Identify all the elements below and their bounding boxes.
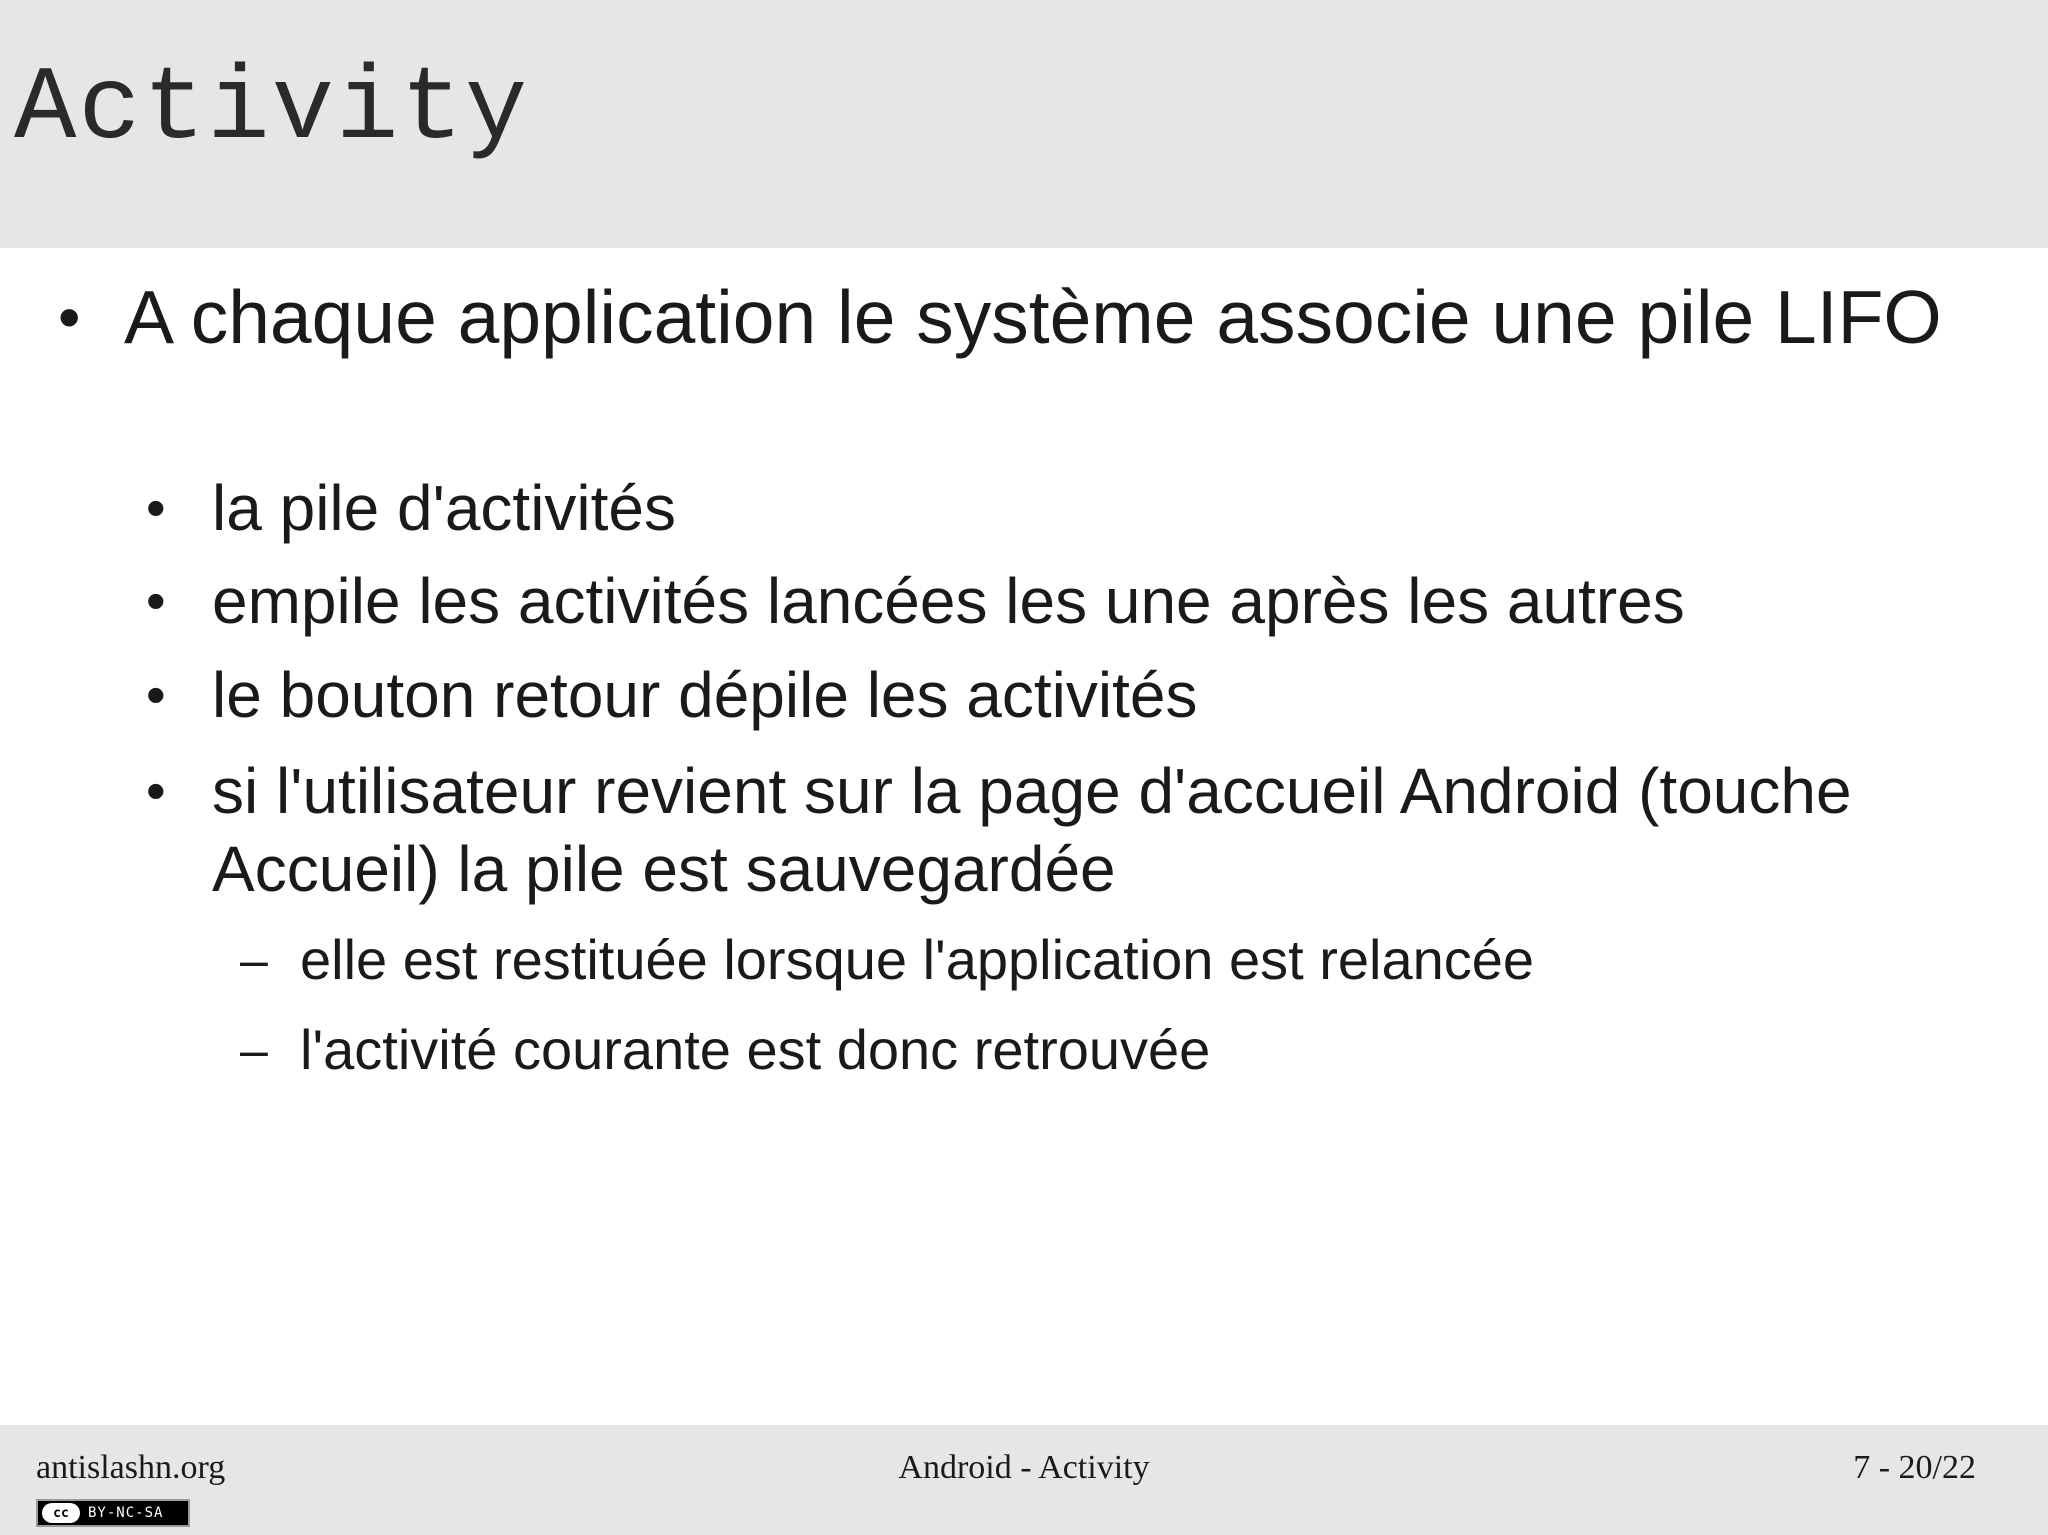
bullet-marker: • (146, 476, 166, 539)
bullet-text: le bouton retour dépile les activités (212, 659, 1198, 731)
footer (0, 1425, 2048, 1535)
bullet-level-3 (240, 925, 2000, 995)
bullet-text: si l'utilisateur revient sur la page d'accueil Android (touche Accueil) la pile est sauvegardée (212, 755, 1852, 905)
title-bar (0, 0, 2048, 248)
bullet-level-2 (146, 656, 2002, 734)
bullet-marker: • (146, 663, 166, 726)
bullet-level-3 (240, 1015, 2000, 1085)
cc-logo: cc (42, 1503, 80, 1523)
footer-site: antislashn.org (36, 1449, 226, 1486)
dash-marker: – (240, 1022, 268, 1078)
footer-page-number: 7 - 20/22 (1853, 1449, 1976, 1486)
footer-section-title: Android - Activity (898, 1449, 1150, 1486)
slide-title: Activity (14, 51, 530, 169)
bullet-text: l'activité courante est donc retrouvée (300, 1018, 1211, 1081)
bullet-level-2 (146, 752, 2002, 908)
bullet-text: la pile d'activités (212, 472, 676, 544)
bullet-level-1 (58, 272, 2004, 362)
bullet-marker: • (58, 281, 81, 353)
bullet-text: elle est restituée lorsque l'application est relancée (300, 928, 1535, 991)
bullet-level-2 (146, 469, 2002, 547)
cc-license-icon (36, 1499, 190, 1527)
license-label: BY-NC-SA (88, 1505, 164, 1521)
bullet-level-2 (146, 562, 2002, 640)
bullet-marker: • (146, 759, 166, 822)
dash-marker: – (240, 932, 268, 988)
bullet-text: empile les activités lancées les une après les autres (212, 565, 1685, 637)
bullet-text: A chaque application le système associe une pile LIFO (124, 275, 1942, 359)
bullet-marker: • (146, 569, 166, 632)
